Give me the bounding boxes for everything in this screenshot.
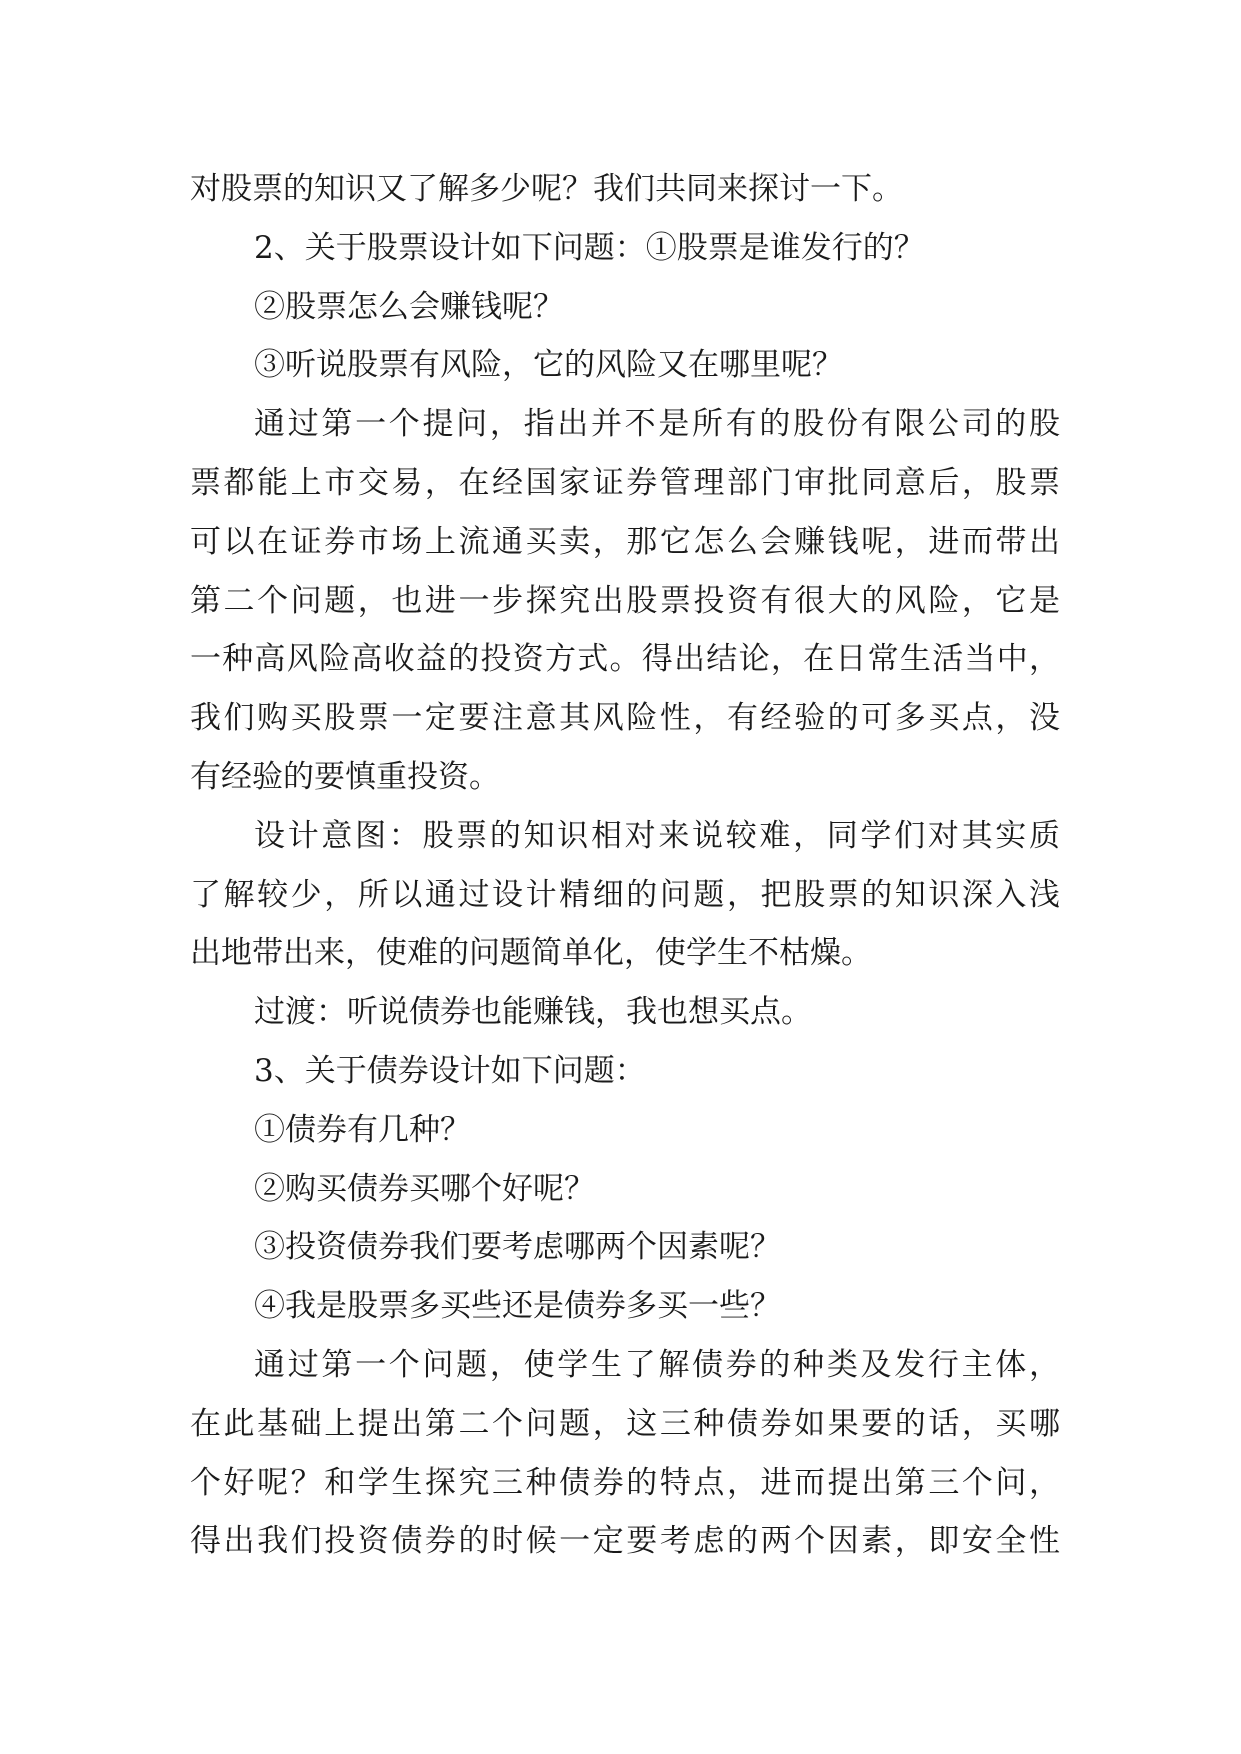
text-line: 对股票的知识又了解多少呢？我们共同来探讨一下。	[190, 171, 903, 207]
text-line: ②购买债券买哪个好呢？	[254, 1170, 595, 1207]
text-line: 个好呢？和学生探究三种债券的特点，进而提出第三个问，	[190, 1464, 1060, 1501]
text-line: ④我是股票多买些还是债券多买一些？	[254, 1288, 781, 1325]
text-line: 第二个问题，也进一步探究出股票投资有很大的风险，它是	[190, 582, 1060, 619]
text-line: 有经验的要慎重投资。	[190, 758, 500, 795]
text-line: 过渡：听说债券也能赚钱，我也想买点。	[254, 994, 812, 1031]
text-line: ③听说股票有风险，它的风险又在哪里呢？	[254, 347, 843, 384]
text-line: 我们购买股票一定要注意其风险性，有经验的可多买点，没	[190, 700, 1060, 737]
text-line: 通过第一个提问，指出并不是所有的股份有限公司的股	[254, 406, 1060, 443]
text-line: 出地带出来，使难的问题简单化，使学生不枯燥。	[190, 935, 872, 972]
text-line: 3、关于债券设计如下问题：	[254, 1052, 646, 1089]
text-line: 了解较少，所以通过设计精细的问题，把股票的知识深入浅	[190, 876, 1060, 913]
text-line: 票都能上市交易，在经国家证券管理部门审批同意后，股票	[190, 464, 1060, 501]
text-line: 2、关于股票设计如下问题：①股票是谁发行的？	[254, 229, 925, 266]
text-line: ②股票怎么会赚钱呢？	[254, 288, 564, 325]
text-line: 得出我们投资债券的时候一定要考虑的两个因素，即安全性	[190, 1523, 1060, 1560]
text-line: 一种高风险高收益的投资方式。得出结论，在日常生活当中，	[190, 641, 1060, 678]
text-line: ①债券有几种？	[254, 1111, 471, 1148]
text-line: 设计意图：股票的知识相对来说较难，同学们对其实质	[254, 817, 1060, 854]
text-line: 通过第一个问题，使学生了解债券的种类及发行主体，	[254, 1346, 1060, 1383]
document-page	[190, 160, 1060, 1571]
text-line: 在此基础上提出第二个问题，这三种债券如果要的话，买哪	[190, 1405, 1060, 1442]
text-line: ③投资债券我们要考虑哪两个因素呢？	[254, 1229, 781, 1266]
text-line: 可以在证券市场上流通买卖，那它怎么会赚钱呢，进而带出	[190, 523, 1060, 560]
